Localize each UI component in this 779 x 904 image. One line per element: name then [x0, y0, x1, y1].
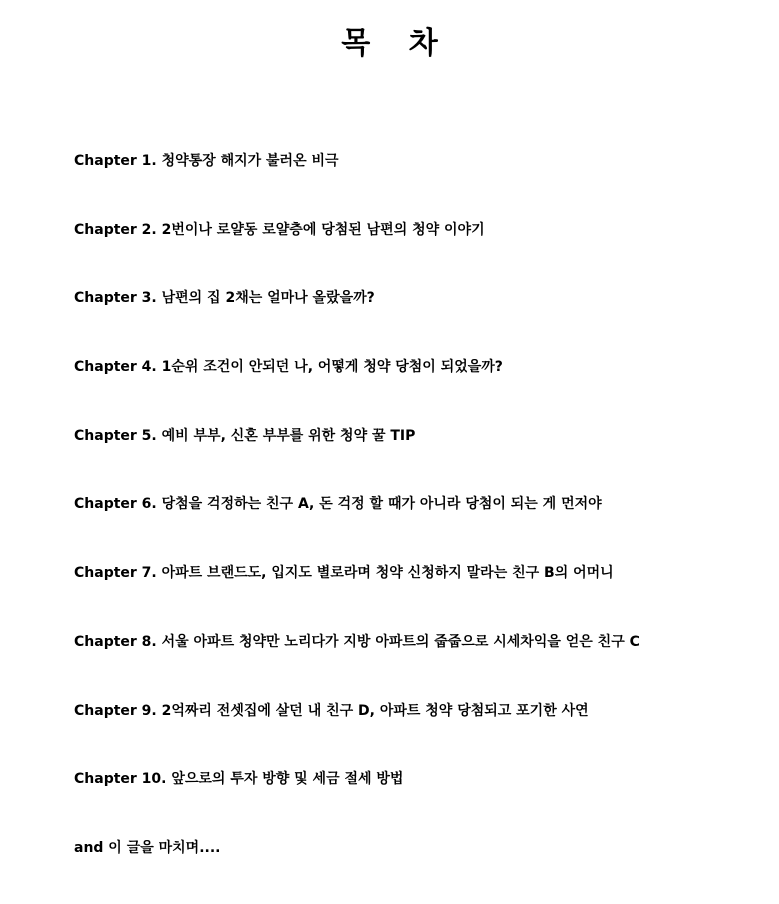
toc-item-chapter-4: Chapter 4. 1순위 조건이 안되던 나, 어떻게 청약 당첨이 되었을까? [74, 359, 503, 376]
toc-item-chapter-7: Chapter 7. 아파트 브랜드도, 입지도 별로라며 청약 신청하지 말라는 친구 B의 어머니 [74, 565, 614, 582]
toc-item-chapter-2: Chapter 2. 2번이나 로얄동 로얄층에 당첨된 남편의 청약 이야기 [74, 221, 485, 238]
toc-item-chapter-3: Chapter 3. 남편의 집 2채는 얼마나 올랐을까? [74, 290, 375, 307]
toc-item-chapter-10: Chapter 10. 앞으로의 투자 방향 및 세금 절세 방법 [74, 771, 404, 788]
table-of-contents [74, 148, 764, 904]
toc-item-chapter-1: Chapter 1. 청약통장 해지가 불러온 비극 [74, 153, 339, 169]
toc-item-closing: and 이 글을 마치며.... [74, 839, 221, 856]
page-title: 목 차 [341, 26, 452, 61]
toc-item-chapter-8: Chapter 8. 서울 아파트 청약만 노리다가 지방 아파트의 줍줍으로 시세차익을 얻은 친구 C [74, 633, 640, 650]
toc-item-chapter-9: Chapter 9. 2억짜리 전셋집에 살던 내 친구 D, 아파트 청약 당첨되고 포기한 사연 [74, 702, 589, 719]
toc-item-chapter-6: Chapter 6. 당첨을 걱정하는 친구 A, 돈 걱정 할 때가 아니라 당첨이 되는 게 먼저야 [74, 496, 602, 513]
toc-item-chapter-5: Chapter 5. 예비 부부, 신혼 부부를 위한 청약 꿀 TIP [74, 427, 416, 444]
